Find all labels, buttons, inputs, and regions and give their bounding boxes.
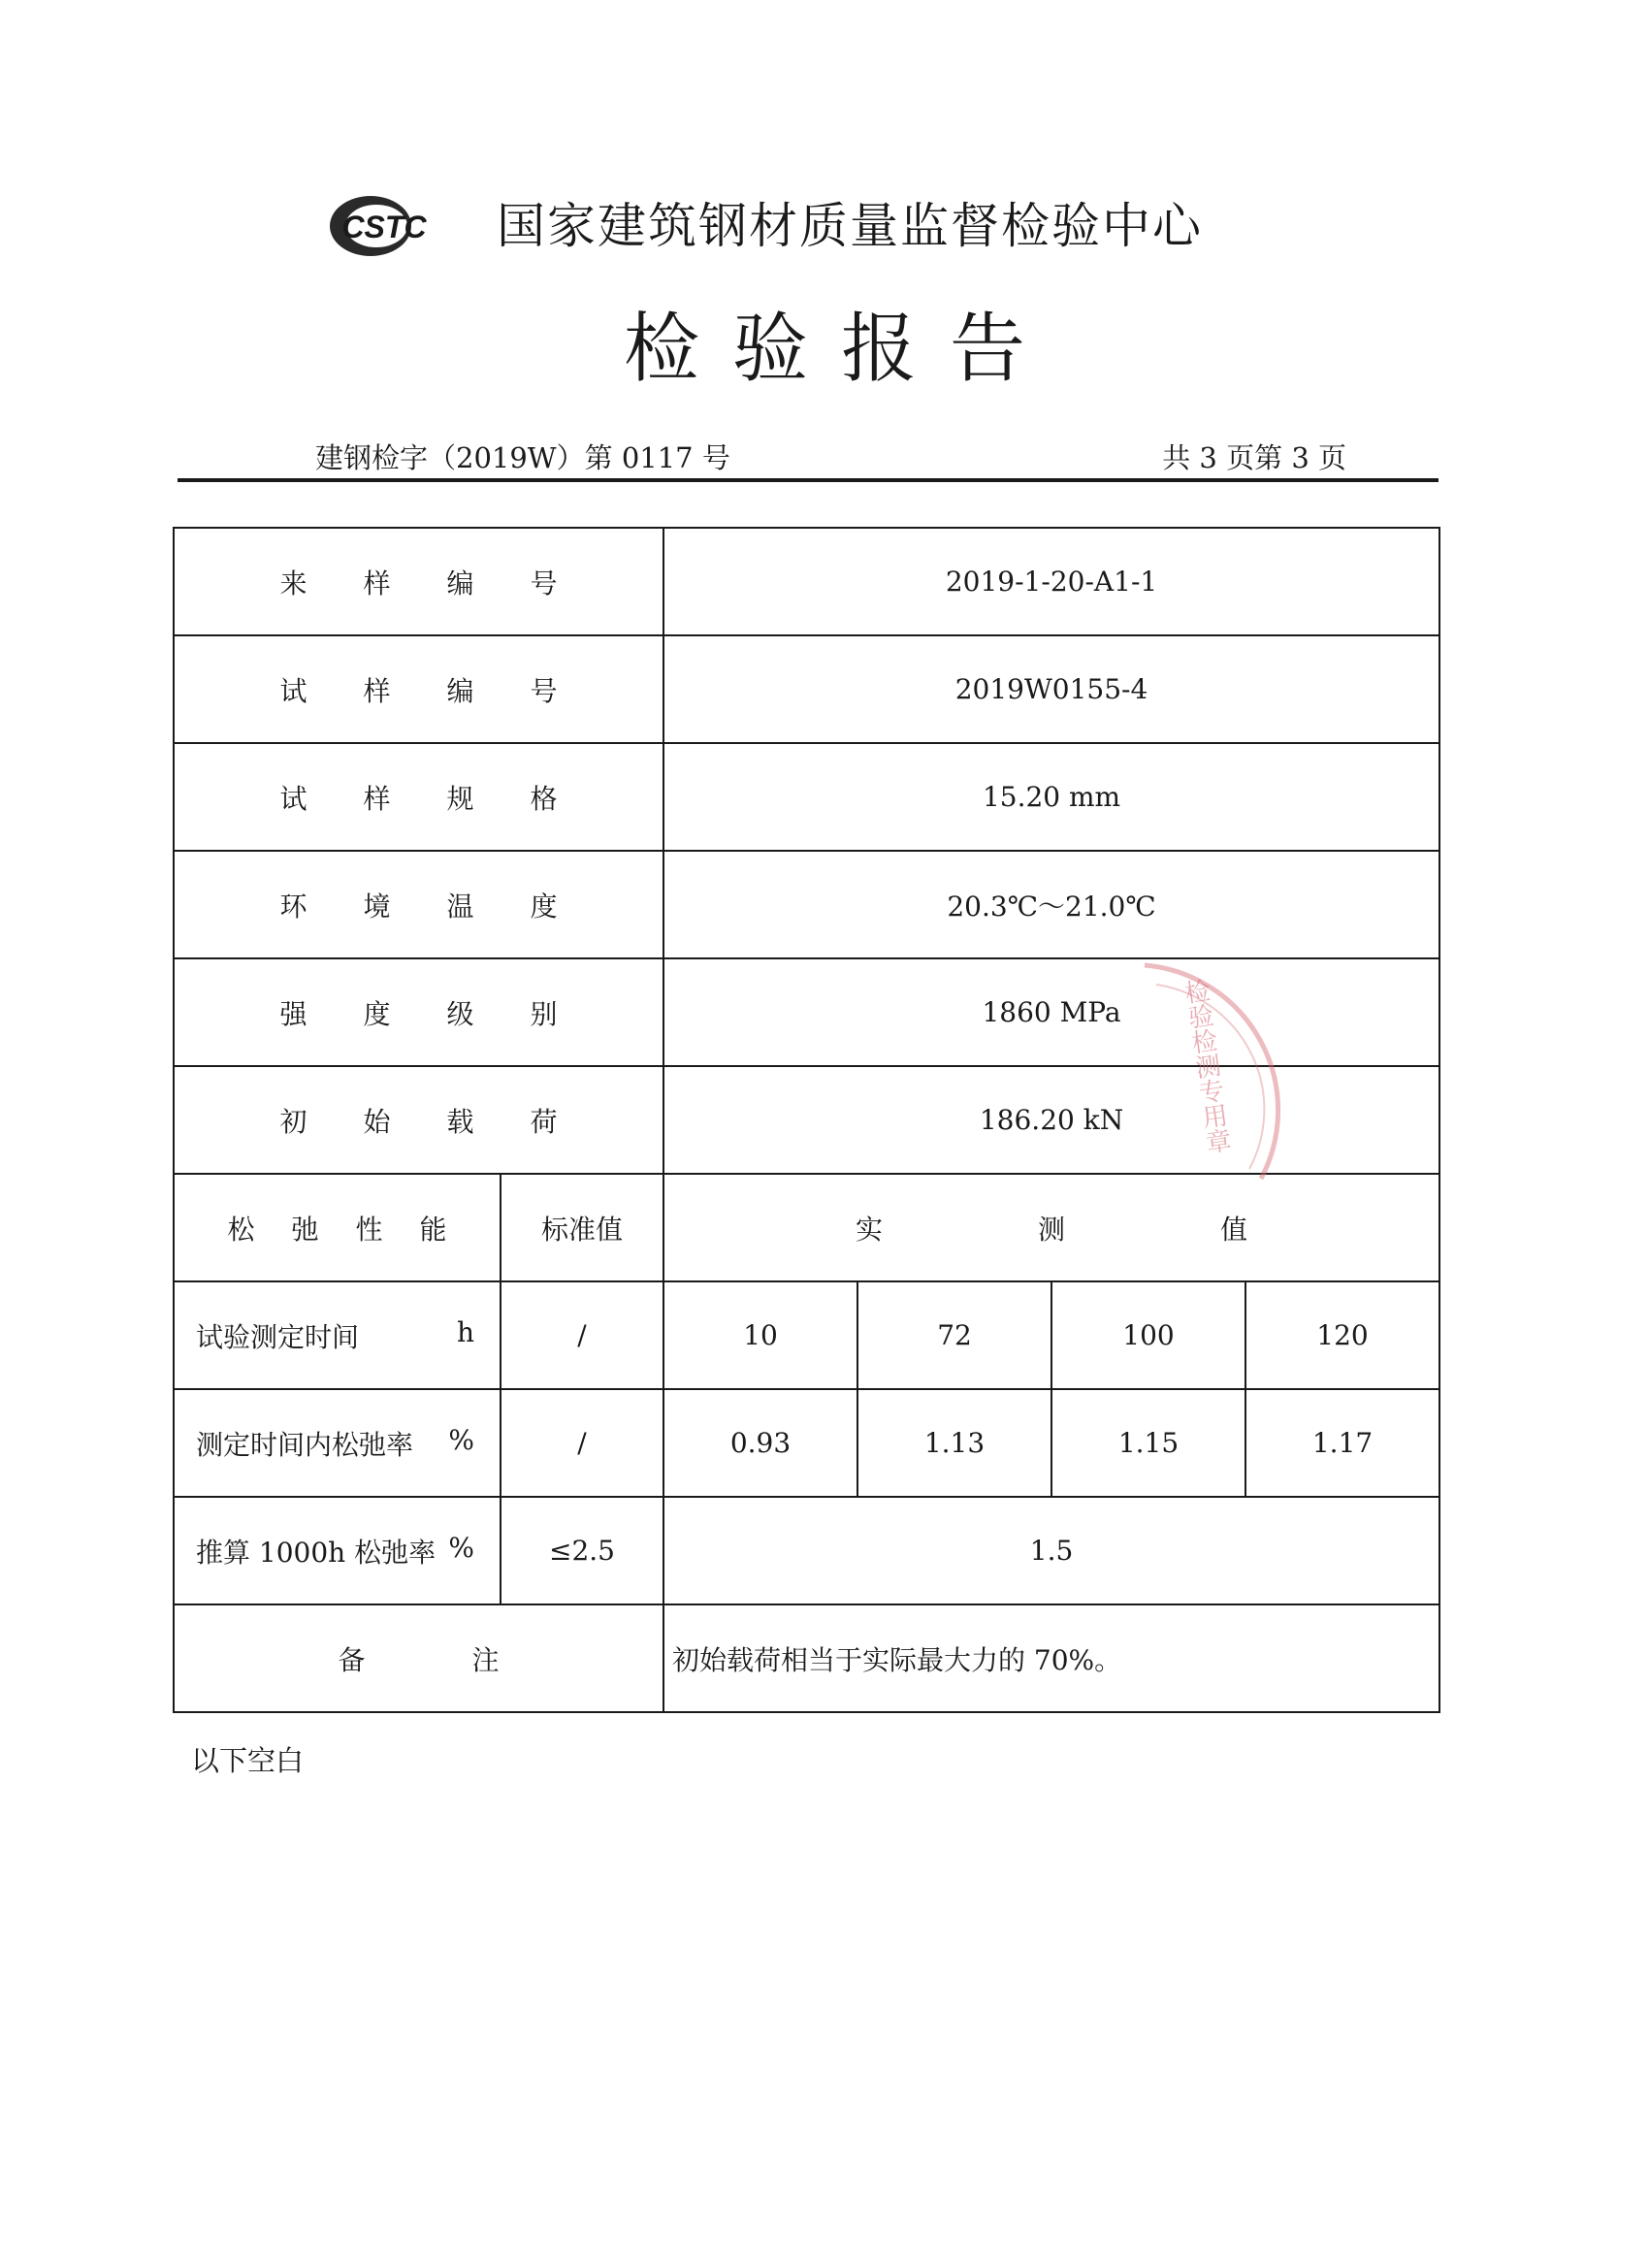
page-info: 共 3 页第 3 页 xyxy=(1162,441,1346,474)
relaxation-rate-value: 1.13 xyxy=(857,1389,1051,1497)
row-label: 强度级别 xyxy=(174,958,663,1066)
row-value: 186.20 kN xyxy=(663,1066,1439,1174)
stamp-text: 检验检测专用章 xyxy=(1179,976,1233,1156)
relaxation-rate-unit: % xyxy=(448,1423,474,1456)
estimated-rate-standard: ≤2.5 xyxy=(501,1497,663,1604)
property-header: 松弛性能 xyxy=(174,1174,501,1281)
row-label: 试样编号 xyxy=(174,635,663,743)
standard-header: 标准值 xyxy=(501,1174,663,1281)
relaxation-rate-value: 1.17 xyxy=(1245,1389,1439,1497)
relaxation-rate-label-cell xyxy=(174,1389,501,1497)
test-time-value: 10 xyxy=(663,1281,857,1389)
estimated-rate-unit: % xyxy=(448,1531,474,1564)
test-time-value: 100 xyxy=(1051,1281,1245,1389)
row-label: 初始载荷 xyxy=(174,1066,663,1174)
row-value: 1860 MPa xyxy=(663,958,1439,1066)
row-label: 来样编号 xyxy=(174,528,663,635)
row-value: 20.3℃～21.0℃ xyxy=(663,851,1439,958)
remark-label: 备注 xyxy=(174,1604,663,1712)
relaxation-rate-standard: / xyxy=(501,1389,663,1497)
table-row xyxy=(174,635,1439,743)
relaxation-rate-value: 0.93 xyxy=(663,1389,857,1497)
test-time-label: 试验测定时间 xyxy=(196,1320,360,1353)
remark-text: 初始载荷相当于实际最大力的 70%。 xyxy=(663,1604,1439,1712)
relaxation-rate-value: 1.15 xyxy=(1051,1389,1245,1497)
test-time-value: 120 xyxy=(1245,1281,1439,1389)
estimated-rate-row xyxy=(174,1497,1439,1604)
estimated-rate-label-cell xyxy=(174,1497,501,1604)
report-title: 检验报告 xyxy=(623,306,1058,393)
row-label: 环境温度 xyxy=(174,851,663,958)
logo-text: CSTC xyxy=(341,210,427,244)
report-number: 建钢检字（2019W）第 0117 号 xyxy=(315,441,730,474)
table-row xyxy=(174,851,1439,958)
remark-row xyxy=(174,1604,1439,1712)
row-label: 试样规格 xyxy=(174,743,663,851)
row-value: 2019W0155-4 xyxy=(663,635,1439,743)
header-rule xyxy=(178,478,1439,482)
table-row xyxy=(174,528,1439,635)
estimated-rate-label: 推算 1000h 松弛率 xyxy=(196,1536,436,1569)
test-time-row xyxy=(174,1281,1439,1389)
row-value: 2019-1-20-A1-1 xyxy=(663,528,1439,635)
cstc-logo xyxy=(328,194,436,258)
test-time-unit: h xyxy=(456,1315,474,1348)
blank-below-note: 以下空白 xyxy=(191,1744,305,1777)
relaxation-rate-label: 测定时间内松弛率 xyxy=(196,1428,414,1461)
test-time-standard: / xyxy=(501,1281,663,1389)
test-time-label-cell xyxy=(174,1281,501,1389)
estimated-rate-value: 1.5 xyxy=(663,1497,1439,1604)
table-row xyxy=(174,743,1439,851)
organization-name: 国家建筑钢材质量监督检验中心 xyxy=(497,198,1203,254)
test-time-value: 72 xyxy=(857,1281,1051,1389)
relaxation-rate-row xyxy=(174,1389,1439,1497)
row-value: 15.20 mm xyxy=(663,743,1439,851)
measured-header: 实测值 xyxy=(663,1174,1439,1281)
